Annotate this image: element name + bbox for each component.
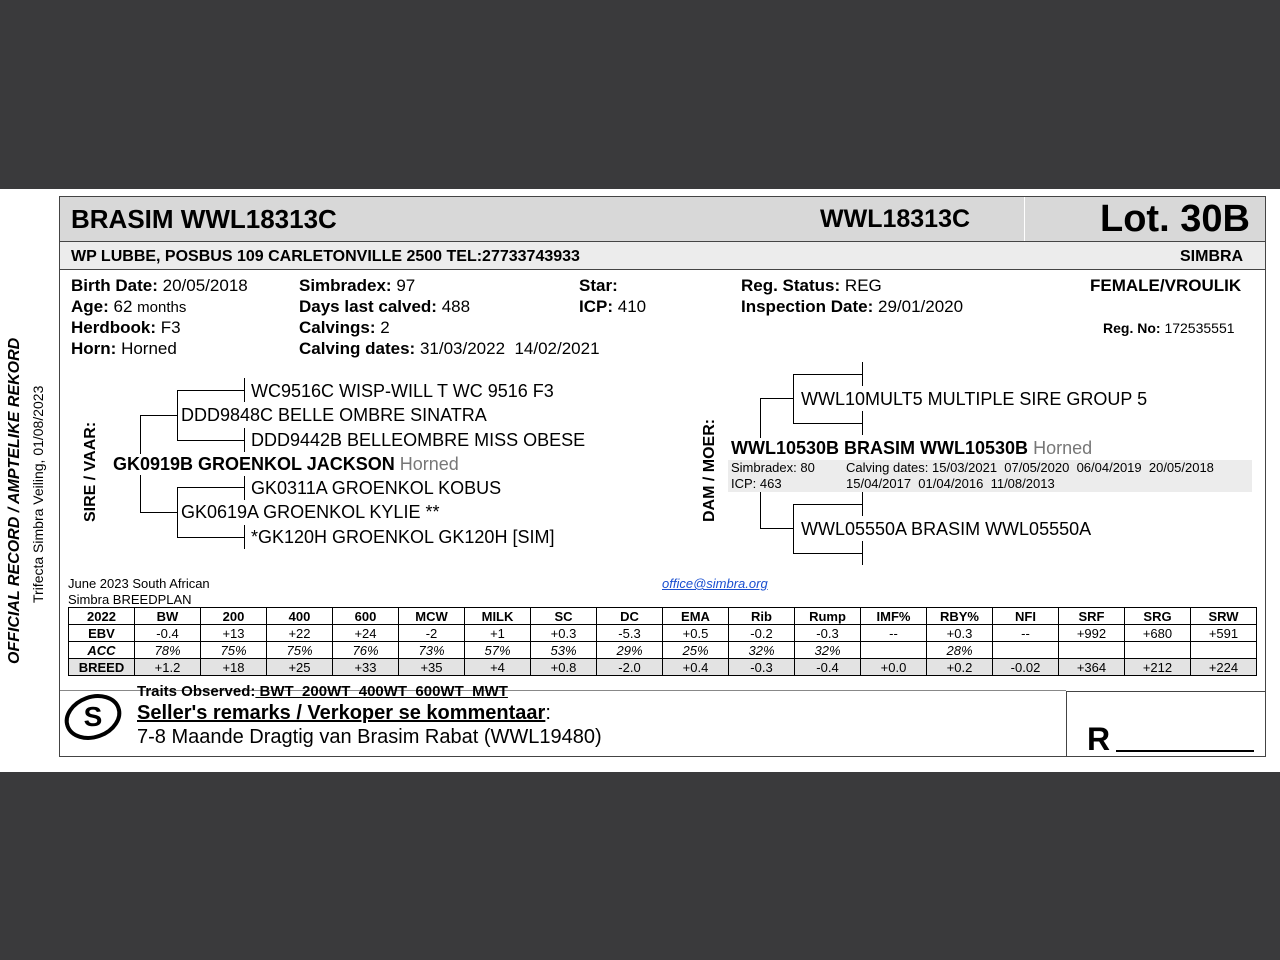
table-cell [861, 642, 927, 659]
table-cell: +33 [333, 659, 399, 676]
col-header: Rib [729, 608, 795, 625]
dam-calving-dates-2: 15/04/2017 01/04/2016 11/08/2013 [846, 476, 1055, 491]
dam-dam: WWL05550A BRASIM WWL05550A [801, 519, 1092, 539]
table-cell: EBV [69, 625, 135, 642]
sire-dam-sire: GK0311A GROENKOL KOBUS [251, 478, 502, 498]
sire-sire: DDD9848C BELLE OMBRE SINATRA [181, 405, 487, 425]
table-cell: +680 [1125, 625, 1191, 642]
table-row-ebv [69, 625, 1257, 642]
col-header: SRW [1191, 608, 1257, 625]
col-header: 600 [333, 608, 399, 625]
table-cell: -0.2 [729, 625, 795, 642]
table-cell [993, 642, 1059, 659]
col-header: EMA [663, 608, 729, 625]
sire-dam-dam: *GK120H GROENKOL GK120H [SIM] [251, 527, 555, 547]
sire-sire-sire: WC9516C WISP-WILL T WC 9516 F3 [251, 381, 554, 401]
table-cell: +24 [333, 625, 399, 642]
table-cell: 76% [333, 642, 399, 659]
col-header: RBY% [927, 608, 993, 625]
owner-address: WP LUBBE, POSBUS 109 CARLETONVILLE 2500 TEL:27733743933 [71, 248, 580, 265]
table-cell: +0.3 [531, 625, 597, 642]
dam-tree-line [760, 398, 793, 399]
table-cell: 57% [465, 642, 531, 659]
table-cell: 75% [267, 642, 333, 659]
col-header: 200 [201, 608, 267, 625]
table-cell: +0.0 [861, 659, 927, 676]
breedplan-line1: June 2023 South African [68, 576, 210, 591]
sire-sire-dam: DDD9442B BELLEOMBRE MISS OBESE [251, 430, 586, 450]
price-currency: R [1087, 721, 1111, 757]
table-cell: +0.5 [663, 625, 729, 642]
table-cell: 53% [531, 642, 597, 659]
sire-tree-line [140, 415, 177, 416]
dam-name: WWL10530B BRASIM WWL10530B Horned [731, 438, 1093, 458]
col-header: 400 [267, 608, 333, 625]
col-header: MCW [399, 608, 465, 625]
table-cell: -2.0 [597, 659, 663, 676]
table-cell: +4 [465, 659, 531, 676]
table-cell [1191, 642, 1257, 659]
table-cell: ACC [69, 642, 135, 659]
herdbook: Herdbook: F3 [71, 318, 181, 337]
header-divider [1024, 197, 1025, 241]
age: Age: 62 months [71, 297, 187, 316]
col-header: IMF% [861, 608, 927, 625]
dam-simbradex: Simbradex: 80 [731, 460, 815, 475]
table-cell: +13 [201, 625, 267, 642]
traits-observed: Traits Observed: BWT 200WT 400WT 600WT MWT [137, 683, 508, 700]
animal-id: WWL18313C [820, 205, 971, 233]
table-cell: +591 [1191, 625, 1257, 642]
col-header: SC [531, 608, 597, 625]
table-cell: +0.8 [531, 659, 597, 676]
sire-tree-line [177, 487, 244, 488]
table-cell [1059, 642, 1125, 659]
table-cell: -5.3 [597, 625, 663, 642]
col-header: NFI [993, 608, 1059, 625]
breed-name: SIMBRA [1180, 248, 1244, 265]
svg-text:S: S [83, 701, 103, 732]
sire-side-label: SIRE / VAAR: [82, 421, 99, 522]
reg-status: Reg. Status: REG [741, 276, 882, 295]
table-cell: 75% [201, 642, 267, 659]
horn: Horn: Horned [71, 339, 177, 358]
dam-tree-line [793, 504, 863, 505]
table-cell: 32% [729, 642, 795, 659]
dam-icp: ICP: 463 [731, 476, 782, 491]
dam-calving-dates: Calving dates: 15/03/2021 07/05/2020 06/04/2019 20/05/2018 [846, 460, 1214, 475]
dam-tree-line [793, 423, 863, 424]
sire-tree-line [177, 487, 178, 537]
table-cell: 29% [597, 642, 663, 659]
col-header: BW [135, 608, 201, 625]
table-cell: +212 [1125, 659, 1191, 676]
calving-dates: Calving dates: 31/03/2022 14/02/2021 [299, 339, 600, 358]
col-header: SRF [1059, 608, 1125, 625]
table-cell: -- [993, 625, 1059, 642]
icp: ICP: 410 [579, 297, 647, 316]
dam-tree-line [862, 411, 863, 435]
table-cell: -- [861, 625, 927, 642]
table-cell: +0.3 [927, 625, 993, 642]
col-header: 2022 [69, 608, 135, 625]
lot-number: Lot. 30B [1100, 198, 1250, 240]
table-cell: +0.2 [927, 659, 993, 676]
table-cell [1125, 642, 1191, 659]
table-cell: -0.4 [795, 659, 861, 676]
dam-tree-line [793, 504, 794, 554]
table-cell: 32% [795, 642, 861, 659]
table-cell: 78% [135, 642, 201, 659]
dam-tree-line [793, 374, 794, 424]
ebv-table [68, 607, 1257, 676]
birth-date: Birth Date: 20/05/2018 [71, 276, 248, 295]
dam-tree-line [760, 492, 761, 529]
reg-number: Reg. No: 172535551 [1103, 320, 1235, 336]
table-cell: +25 [267, 659, 333, 676]
simbra-logo-icon [62, 692, 124, 742]
sex: FEMALE/VROULIK [1090, 276, 1242, 295]
price-input-line[interactable] [1116, 750, 1254, 752]
sire-tree-line [177, 440, 244, 441]
col-header: DC [597, 608, 663, 625]
dam-tree-line [793, 374, 863, 375]
table-cell: -0.3 [729, 659, 795, 676]
table-cell: -0.3 [795, 625, 861, 642]
sire-dam: GK0619A GROENKOL KYLIE ** [181, 502, 440, 522]
sire-tree-line [244, 428, 245, 452]
dam-tree-line [760, 398, 761, 438]
table-cell: -0.4 [135, 625, 201, 642]
dam-sire: WWL10MULT5 MULTIPLE SIRE GROUP 5 [801, 389, 1148, 409]
auction-label: Trifecta Simbra Veiling, 01/08/2023 [30, 385, 46, 603]
calvings: Calvings: 2 [299, 318, 390, 337]
sire-tree-line [177, 537, 244, 538]
table-cell: +992 [1059, 625, 1125, 642]
table-row-breed [69, 659, 1257, 676]
table-cell: +1.2 [135, 659, 201, 676]
days-last-calved: Days last calved: 488 [299, 297, 471, 316]
sire-tree-line [244, 525, 245, 549]
dam-tree-line [760, 528, 793, 529]
sire-tree-line [140, 512, 177, 513]
table-cell: 73% [399, 642, 465, 659]
table-cell: +22 [267, 625, 333, 642]
seller-remarks-heading: Seller's remarks / Verkoper se kommentaar: [137, 702, 551, 724]
table-cell: +224 [1191, 659, 1257, 676]
table-cell: +35 [399, 659, 465, 676]
official-record-label: OFFICIAL RECORD / AMPTELIKE REKORD [6, 337, 23, 664]
table-cell: 25% [663, 642, 729, 659]
sire-tree-line [244, 378, 245, 402]
col-header: SRG [1125, 608, 1191, 625]
table-cell: +1 [465, 625, 531, 642]
table-header-row [69, 608, 1257, 625]
col-header: Rump [795, 608, 861, 625]
table-cell: +18 [201, 659, 267, 676]
animal-name: BRASIM WWL18313C [71, 204, 337, 234]
dam-tree-line [793, 553, 863, 554]
inspection-date: Inspection Date: 29/01/2020 [741, 297, 964, 316]
breedplan-line2: Simbra BREEDPLAN [68, 592, 192, 607]
seller-remarks: 7-8 Maande Dragtig van Brasim Rabat (WWL19480) [137, 726, 602, 748]
table-cell: +0.4 [663, 659, 729, 676]
table-cell: -2 [399, 625, 465, 642]
star: Star: [579, 276, 618, 295]
sire-tree-line [244, 476, 245, 500]
email-link[interactable]: office@simbra.org [662, 576, 768, 591]
table-cell: BREED [69, 659, 135, 676]
col-header: MILK [465, 608, 531, 625]
sire-name: GK0919B GROENKOL JACKSON Horned [113, 454, 459, 474]
sire-tree-line [177, 390, 244, 391]
dam-tree-line [862, 362, 863, 386]
dam-tree-line [862, 541, 863, 565]
table-cell: 28% [927, 642, 993, 659]
sire-tree-line [177, 390, 178, 440]
table-cell: -0.02 [993, 659, 1059, 676]
table-cell: +364 [1059, 659, 1125, 676]
dam-side-label: DAM / MOER: [701, 418, 718, 522]
table-row-acc [69, 642, 1257, 659]
dam-tree-line [862, 492, 863, 516]
simbradex: Simbradex: 97 [299, 276, 416, 295]
